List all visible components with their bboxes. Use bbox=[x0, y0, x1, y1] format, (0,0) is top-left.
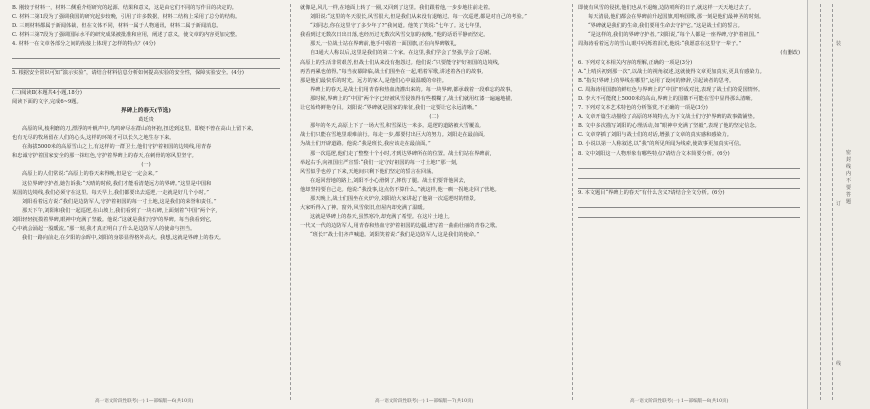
paragraph: 在海拔5000米的高原雪山之上,有这样的一群卫士,他们守护着祖国的边境线,用青春 bbox=[22, 144, 212, 151]
question-5: 5. 根据安全常识可知“演示实验”，请结合材料信息分析如何提高实验的安全性，保障实验安全。(4分) bbox=[12, 70, 244, 77]
paragraph: 那天下午,刘阳和我们一起巡逻,在山坡上,我们看到了一块石碑,上面刻着“中国”两个字, bbox=[22, 207, 218, 214]
part-heading: (二) bbox=[429, 114, 439, 121]
paragraph: 和忠诚守护着国家安全的那一抹红色,守护着界碑上的春天,在刺骨的寒风里坚守。 bbox=[12, 153, 197, 160]
seal-line bbox=[832, 4, 833, 400]
page-footer: 高一语文阶段性联考(一) 1—部编版—8(共10页) bbox=[630, 399, 729, 404]
binding-mark: 订 bbox=[836, 201, 842, 207]
option: A. 文章开篇生动描绘了高原的环境特点,为下文战士们守护界碑的故事做铺垫。 bbox=[578, 114, 758, 121]
option-c: C. 材料二第1段为了强调我国的研究起步较晚，引用了许多数据，材料二结构上采用了总分的结构。 bbox=[12, 14, 241, 21]
story-author: 葛廷贵 bbox=[138, 116, 154, 123]
paragraph: 我们一路向前走,在夕阳的余晖中,刘阳的身影显得格外高大。我想,这就是界碑上的春天。 bbox=[22, 235, 225, 242]
binding-mark: 线 bbox=[836, 361, 842, 367]
paragraph: 让它始终鲜艳夺目。刘阳说:“界碑就是国家的象征,我们一定要让它永远清晰。” bbox=[300, 105, 478, 112]
source-note: (有删改) bbox=[780, 50, 800, 57]
paragraph: “界碑就是我们的生命,我们要用生命去守护它。”这是战士们的誓言。 bbox=[588, 23, 743, 30]
paragraph: 那一次巡逻,他们走了整整十个小时,才到达界碑所在的位置。战士们站在界碑前, bbox=[310, 150, 492, 157]
paragraph: 这就是界碑上的春天,虽然寒冷,却充满了希望。在这片土地上, bbox=[310, 214, 450, 221]
paragraph: “是这样的,我们的界碑守护者。”刘阳说,“每个人都是一座界碑,守护着祖国。” bbox=[588, 32, 760, 39]
seal-line bbox=[820, 4, 821, 400]
answer-space[interactable] bbox=[12, 50, 280, 59]
paragraph: 刘阳说:“这里的冬天很长,风雪很大,但是我们从来没有退缩过。每一次巡逻,都是对自己的考验。” bbox=[310, 14, 527, 21]
section-instructions: 阅读下面的文字,完成6~9题。 bbox=[12, 98, 82, 105]
question-6: 6. 下列对文本相关内容的理解,正确的一项是(3分) bbox=[578, 59, 693, 66]
column-divider bbox=[290, 4, 291, 400]
answer-space[interactable] bbox=[12, 80, 280, 89]
option: B.“指尖!界碑上的界线在哪里”,运用了设问的修辞,引起读者的思考。 bbox=[578, 77, 735, 84]
paragraph: 刘阳看着远方说:“我们是边防军人,守护着祖国的每一寸土地,这是我们的荣誉和责任。” bbox=[22, 198, 217, 205]
paragraph: 这位界碑守护者,她告诉我:“天晴的时候,我们才能看清楚远方的界碑。”这里是中国和 bbox=[22, 180, 212, 187]
paragraph: 举起右手,向祖国庄严宣誓:“我们一定守好祖国的每一寸土地!”那一刻, bbox=[300, 159, 458, 166]
question-8: 8. 文中刘阳这一人物形象有哪些特点?请结合文本简要分析。(6分) bbox=[578, 150, 730, 157]
answer-space[interactable] bbox=[578, 199, 800, 208]
paragraph: 那天晚上,战士们围坐在火炉旁,刘阳给大家讲起了他第一次巡逻时的情景, bbox=[310, 195, 476, 202]
paragraph: 界碑上的春天,是战士们用青春和热血浇灌出来的。每一块界碑,都承载着一段难忘的故事。 bbox=[310, 86, 516, 93]
column-middle bbox=[300, 4, 568, 396]
story-title: 界碑上的春天(节选) bbox=[120, 107, 172, 114]
paragraph: 再苦再累也值得。”每当夜幕降临,战士们围坐在一起,唱着军歌,讲述着各自的故事, bbox=[300, 68, 484, 75]
column-right bbox=[578, 4, 800, 396]
paragraph: 就像是,风儿一样,在地面上转了一圈,又回到了这里。我们跟着他,一步步地往前走着。 bbox=[300, 5, 494, 11]
paragraph: “刘同志,你在这里守了多少年了?”我问道。他笑了笑说:“七年了。这七年里, bbox=[310, 23, 482, 30]
option-b: B. 刚较于材料一，材料二侧重介绍研究的起源、结果和意义，这是由它们不同的写作目的决定的。 bbox=[12, 5, 237, 11]
paragraph: 自3通大人称以后,这里是我们的第二个家。在这里,我们学会了坚强,学会了忍耐。 bbox=[310, 50, 495, 57]
answer-space[interactable] bbox=[578, 180, 800, 189]
paragraph: 那年的冬天,高原上下了一场大雪,积雪深达一米多。巡逻的道路被大雪覆盖, bbox=[310, 123, 481, 130]
paragraph: 战士们只能在雪地里艰难前行。每走一步,都要付出巨大的努力。刘阳走在最前面, bbox=[300, 132, 485, 139]
option: D. 李大不可能爬上5000米的高山,界碑上的国徽不可能在雪中显得那么清晰。 bbox=[578, 95, 756, 102]
page-footer: 高一语文阶段性联考(一) 1—部编版—7(共10页) bbox=[375, 399, 474, 404]
paragraph: 在返回营地的路上,刘阳不小心滑倒了,摔伤了腿。战士们要背他回去, bbox=[310, 177, 466, 184]
paragraph: 刘阳轻轻抚摸着界碑,眼神中充满了坚毅。他说:“这就是我们守护的界碑。每当我看到它, bbox=[12, 216, 212, 223]
page-footer: 高一语文阶段性联考(一) 1—部编版—6(共10页) bbox=[95, 399, 194, 404]
paragraph: 高原的风,棱利磨的刀,漂浮的叶帆声中,鸟鸣碎尽在群山的怀抱,扭送到这里。即便不曾在高山上留下来, bbox=[22, 125, 254, 132]
part-heading: (一) bbox=[141, 162, 151, 169]
option: C. 文章穿插了刘阳与战士们的对话,增强了文章的真实感和感染力。 bbox=[578, 132, 732, 139]
paragraph: 也有无尽的牧场留在人们的心头,这样的环境才可以长久之地生存下来。 bbox=[12, 135, 175, 142]
paragraph: 周海涛看着远方的雪山,眼中闪烁着泪光,他说:“我愿意在这里守一辈子。” bbox=[578, 41, 742, 48]
paragraph: 高原上的生活非常艰苦,但战士们从来没有抱怨过。他们说:“只要能守护好祖国的边境线, bbox=[300, 59, 500, 66]
paragraph: “班长!”战士们齐声喊道。刘阳笑着说:“我们是边防军人,这是我们的使命。” bbox=[310, 232, 480, 239]
paragraph: 我看到过无数次日出日落,也经历过无数次风雪交加的夜晚。”他的话语平静而坚定。 bbox=[300, 32, 489, 39]
paragraph: 即使有风雪的侵扰,他们也从不退缩,边防哨所的日子,就这样一天天地过去了。 bbox=[578, 5, 755, 11]
question-7: 7. 下列对文本艺术特色的分析鉴赏,不正确的一项是(3分) bbox=[578, 105, 708, 112]
answer-space[interactable] bbox=[12, 60, 280, 69]
paragraph: 那时候,界碑上的“中国”两个字已经被风雪侵蚀得有些模糊了,战士们就用红漆一遍遍地描, bbox=[310, 95, 513, 102]
paragraph: 每天清晨,他们都会在界碑前升起国旗,唱响国歌,那一刻是他们最神圣的时刻。 bbox=[588, 14, 765, 21]
seal-warning: 密封线内不要答题 bbox=[846, 150, 852, 205]
question-9: 9. 本文题目“界碑上的春天”有什么含义?请结合全文分析。(6分) bbox=[578, 189, 725, 196]
answer-space[interactable] bbox=[578, 209, 800, 218]
option-c2: C. 材料三第7段为了强调国际水平的研究成果被批准和应用，阐述了意义，使文章的内容更加完整。 bbox=[12, 32, 241, 39]
binding-mark: 装 bbox=[836, 41, 842, 47]
question-4: 4. 材料一在文章各部分之间的衔接上体现了怎样的特点？(4分) bbox=[12, 41, 156, 48]
section-title: (二)阅读Ⅱ(本题共4小题,18分) bbox=[12, 89, 82, 96]
answer-space[interactable] bbox=[578, 160, 800, 169]
paragraph: 他却坚持要自己走。他说:“我没事,这点伤不算什么。”就这样,他一瘸一拐地走回了营地。 bbox=[300, 186, 500, 193]
paragraph: 大家听得入了神。窗外,风雪依旧,但屋内却充满了温暖。 bbox=[300, 205, 428, 212]
paragraph: 风雪似乎也停了下来,天地间只剩下他们坚定的誓言在回荡。 bbox=[300, 168, 437, 175]
column-left bbox=[12, 4, 280, 396]
option: D. 小说以第一人称叙述,以“我”的所见所闻为线索,使故事更加真实可信。 bbox=[578, 141, 745, 148]
paragraph: 心中就会涌起一股暖流。”那一刻,我才真正明白了什么是边防军人的使命与担当。 bbox=[12, 225, 196, 232]
option: B. 文中多次描写刘阳的心理活动,如“眼神中充满了坚毅”,表现了他的坚定信念。 bbox=[578, 123, 760, 130]
paragraph: 一代又一代的边防军人,用青春和热血守护着祖国的边疆,谱写着一曲曲壮丽的青春之歌。 bbox=[300, 223, 501, 230]
answer-space[interactable] bbox=[578, 170, 800, 179]
option-d: D. 三则材料都属于新闻体裁，但在文体不同，材料一属于人物通讯，材料二属于新闻消息。 bbox=[12, 23, 222, 30]
option: C. 周海涛用国旗的鲜红色与界碑上的“中国”形成对比,表现了战士们的爱国情怀。 bbox=[578, 86, 764, 93]
paragraph: 高原上的人们常说:“高原上的春天来得晚,但是它一定会来。” bbox=[22, 171, 158, 178]
paragraph: 那是他们最快乐的时光。远方的家人,是他们心中最温暖的牵挂。 bbox=[300, 77, 447, 84]
paragraph: 为战士们开辟道路。他说:“我是班长,我应该走在最前面。” bbox=[300, 141, 431, 148]
paragraph: 某国的边境线,我们必须守在这里。每天早上,我们都要出去巡逻,一走就是好几个小时。” bbox=[12, 189, 209, 196]
column-divider bbox=[572, 4, 573, 400]
option: A.“上哨兵初到那一次”,以战士的视角叙述,这就使得文章更加真实,更具有感染力。 bbox=[578, 68, 765, 75]
paragraph: 那天,一位战士站在界碑前,他手中握着一面国旗,正在向界碑敬礼, bbox=[310, 41, 457, 48]
